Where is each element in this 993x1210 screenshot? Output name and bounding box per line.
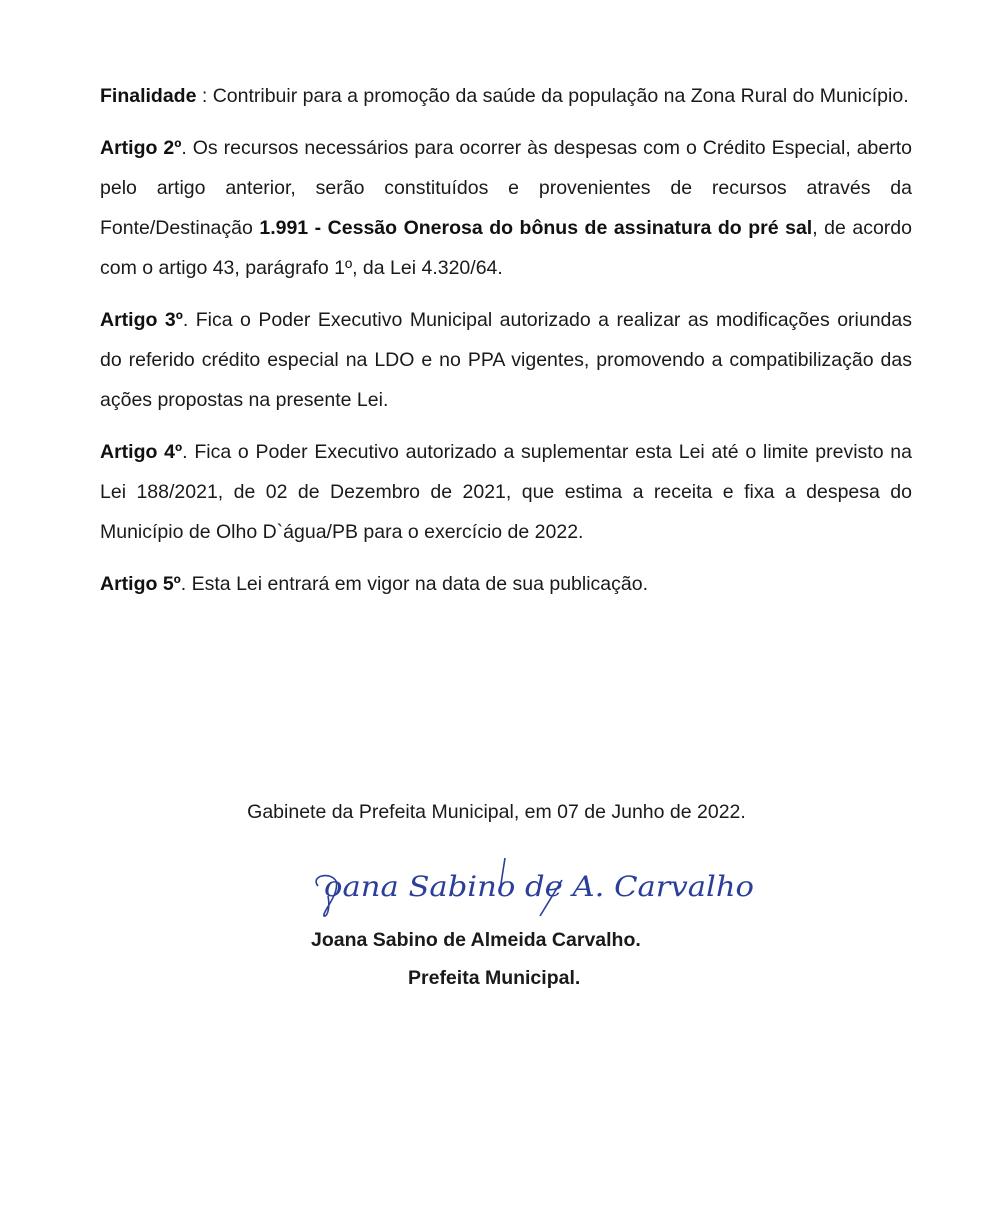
artigo-5-label: Artigo 5º (100, 573, 181, 595)
artigo-4-paragraph: Artigo 4º. Fica o Poder Executivo autorizado a suplementar esta Lei até o limite previsto na Lei 188/2021, de 02 de Dezembro de 2021, que estima a receita e fixa a despesa do Município de Olho D`água/PB para o exercício de 2022. (100, 441, 912, 543)
finalidade-label: Finalidade (100, 85, 197, 107)
place-date: Gabinete da Prefeita Municipal, em 07 de Junho de 2022. (247, 801, 746, 823)
artigo-4-label: Artigo 4º (100, 441, 183, 463)
signatory-name: Joana Sabino de Almeida Carvalho. (311, 929, 641, 951)
signatory-title: Prefeita Municipal. (408, 967, 581, 989)
artigo-2-paragraph: Artigo 2º. Os recursos necessários para ocorrer às despesas com o Crédito Especial, aberto pelo artigo anterior, serão constituídos e provenientes de recursos através da Fonte/Destinação 1.991 - Cessão Onerosa do bônus de assinatura do pré sal, de acordo com o artigo 43, parágrafo 1º, da Lei 4.320/64. (100, 137, 913, 279)
artigo-3-label: Artigo 3º (100, 309, 183, 331)
document-body (100, 76, 912, 616)
artigo-2-label: Artigo 2º (100, 137, 182, 159)
artigo-5-paragraph: Artigo 5º. Esta Lei entrará em vigor na data de sua publicação. (100, 573, 648, 595)
handwritten-signature (300, 856, 770, 918)
finalidade-paragraph: Finalidade : Contribuir para a promoção da saúde da população na Zona Rural do Município. (100, 85, 909, 107)
artigo-3-paragraph: Artigo 3º. Fica o Poder Executivo Municipal autorizado a realizar as modificações oriundas do referido crédito especial na LDO e no PPA vigentes, promovendo a compatibilização das ações propostas na presente Lei. (100, 309, 913, 411)
svg-text:oana Sabino de A. Carvalho: oana Sabino de A. Carvalho (324, 870, 754, 903)
